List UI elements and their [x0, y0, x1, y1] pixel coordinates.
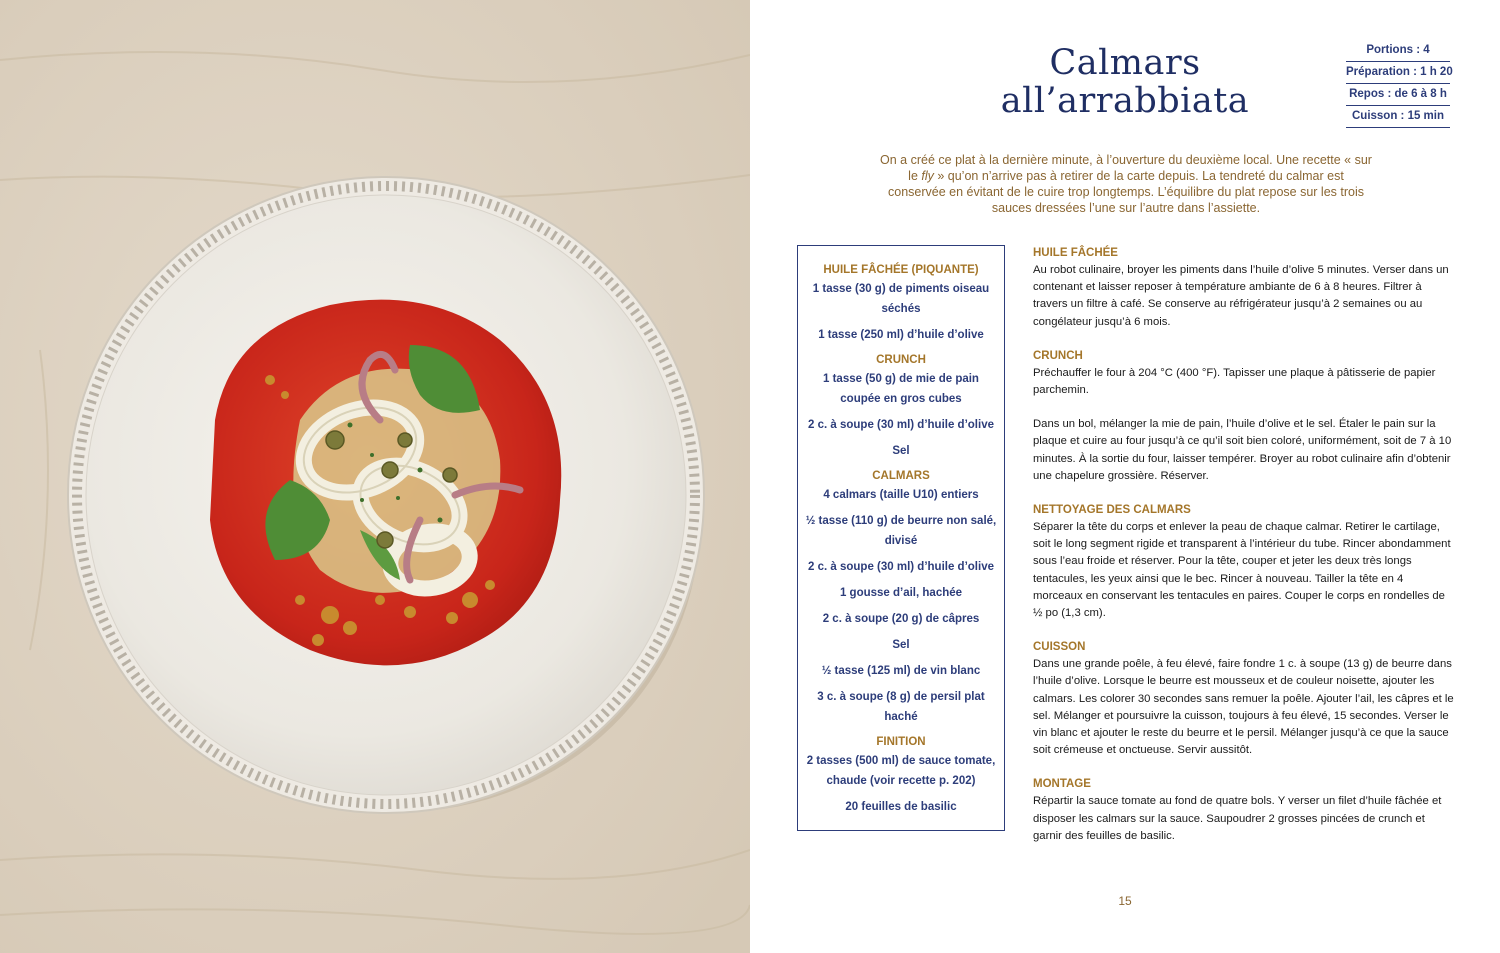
intro-text-start: On a créé ce plat à la dernière minute, à l’ouverture du deuxième local. Une recette « sur le: [880, 153, 1372, 183]
ingredient-item: 2 c. à soupe (30 ml) d’huile d’olive: [808, 561, 994, 573]
ingredient-item: ½ tasse (125 ml) de vin blanc: [821, 665, 981, 677]
ingredient-item: 1 tasse (50 g) de mie de pain coupée en gros cubes: [823, 373, 979, 405]
meta-cooking: Cuisson : 15 min: [1346, 106, 1450, 128]
recipe-page: [750, 0, 1500, 953]
recipe-title-line1: Calmars: [1049, 43, 1201, 83]
ingredient-item: 3 c. à soupe (8 g) de persil plat haché: [817, 691, 985, 723]
intro-text-italic: fly: [921, 169, 934, 183]
step-heading: MONTAGE: [1033, 778, 1091, 791]
step-paragraph: Au robot culinaire, broyer les piments dans l’huile d’olive 5 minutes. Verser dans un contenant et laisser reposer à température ambiante de 6 à 8 heures. Filtrer à travers un filtre à café. Se conserve au réfrigérateur jusqu’à 2 semaines ou au congélateur jusqu’à 6 mois.: [1033, 264, 1449, 328]
ingredient-item: Sel: [892, 445, 910, 457]
ingredient-item: 2 c. à soupe (20 g) de câpres: [822, 613, 980, 625]
recipe-title: [950, 44, 1300, 120]
recipe-meta: [1346, 40, 1453, 128]
ingredient-group-heading: CRUNCH: [876, 354, 926, 366]
step-paragraph: Préchauffer le four à 204 °C (400 °F). Tapisser une plaque à pâtisserie de papier parchemin.: [1033, 366, 1436, 397]
ingredient-item: 2 tasses (500 ml) de sauce tomate, chaude (voir recette p. 202): [806, 755, 996, 787]
ingredients-box: [797, 245, 1005, 831]
page-number: 15: [1118, 894, 1132, 908]
step-heading: CRUNCH: [1033, 349, 1083, 362]
ingredient-item: 1 gousse d’ail, hachée: [839, 587, 963, 599]
ingredient-item: 1 tasse (250 ml) d’huile d’olive: [818, 329, 984, 341]
step-paragraph: Répartir la sauce tomate au fond de quatre bols. Y verser un filet d’huile fâchée et disposer les calmars sur la sauce. Saupoudrer 2 grosses pincées de crunch et garnir des feuilles de basilic.: [1033, 795, 1442, 842]
ingredient-group-heading: FINITION: [876, 736, 926, 748]
intro-text-end: » qu’on n’arrive pas à retirer de la carte depuis. La tendreté du calmar est conservée en évitant de le cuire trop longtemps. L’équilibre du plat repose sur les trois sauces dressées l’une sur l’autre dans l’assiette.: [888, 169, 1364, 215]
ingredient-group-heading: HUILE FÂCHÉE (PIQUANTE): [823, 264, 979, 276]
step-paragraph: Séparer la tête du corps et enlever la peau de chaque calmar. Retirer le cartilage, soit le long segment rigide et transparent à l’intérieur du tube. Rincer abondamment sous l’eau froide et réserver. Pour la tête, couper et jeter les deux très longs tentacules, les yeux ainsi que le bec. Rincer à nouveau. Tailler la tête en 4 morceaux en conservant les tentacules en paires. Couper le corps en rondelles de ½ po (1,3 cm).: [1033, 521, 1451, 620]
meta-preparation: Préparation : 1 h 20: [1346, 62, 1450, 84]
step-heading: NETTOYAGE DES CALMARS: [1033, 504, 1191, 517]
ingredient-item: ½ tasse (110 g) de beurre non salé, divisé: [805, 515, 997, 547]
step-paragraph: Dans une grande poêle, à feu élevé, faire fondre 1 c. à soupe (13 g) de beurre dans l’huile d’olive. Lorsque le beurre est mousseux et de couleur noisette, ajouter les calmars. Les colorer 30 secondes sans remuer la poêle. Ajouter l’ail, les câpres et le sel. Mélanger et poursuivre la cuisson, toujours à feu élevé, 15 secondes. Verser le vin blanc et ajouter le reste du beurre et le persil. Mélanger jusqu’à ce que la sauce soit crémeuse et onctueuse. Servir aussitôt.: [1033, 658, 1454, 757]
ingredient-group-heading: CALMARS: [872, 470, 930, 482]
ingredient-item: 2 c. à soupe (30 ml) d’huile d’olive: [808, 419, 994, 431]
recipe-title-line2: all’arrabbiata: [1000, 81, 1250, 121]
ingredient-item: Sel: [892, 639, 910, 651]
meta-portions: Portions : 4: [1346, 40, 1450, 62]
step-paragraph: Dans un bol, mélanger la mie de pain, l’huile d’olive et le sel. Étaler le pain sur la plaque et cuire au four jusqu’à ce qu’il soit bien coloré, uniformément, soit de 7 à 10 minutes. À la sortie du four, laisser tempérer. Broyer au robot culinaire afin d’obtenir une chapelure grossière. Réserver.: [1033, 418, 1452, 482]
recipe-intro: [878, 152, 1374, 216]
ingredient-item: 20 feuilles de basilic: [845, 801, 957, 813]
ingredient-item: 4 calmars (taille U10) entiers: [823, 489, 979, 501]
step-heading: CUISSON: [1033, 641, 1086, 654]
method-steps: [1033, 245, 1455, 862]
ingredient-item: 1 tasse (30 g) de piments oiseau séchés: [812, 283, 990, 315]
meta-rest: Repos : de 6 à 8 h: [1346, 84, 1450, 106]
step-heading: HUILE FÂCHÉE: [1033, 247, 1118, 259]
